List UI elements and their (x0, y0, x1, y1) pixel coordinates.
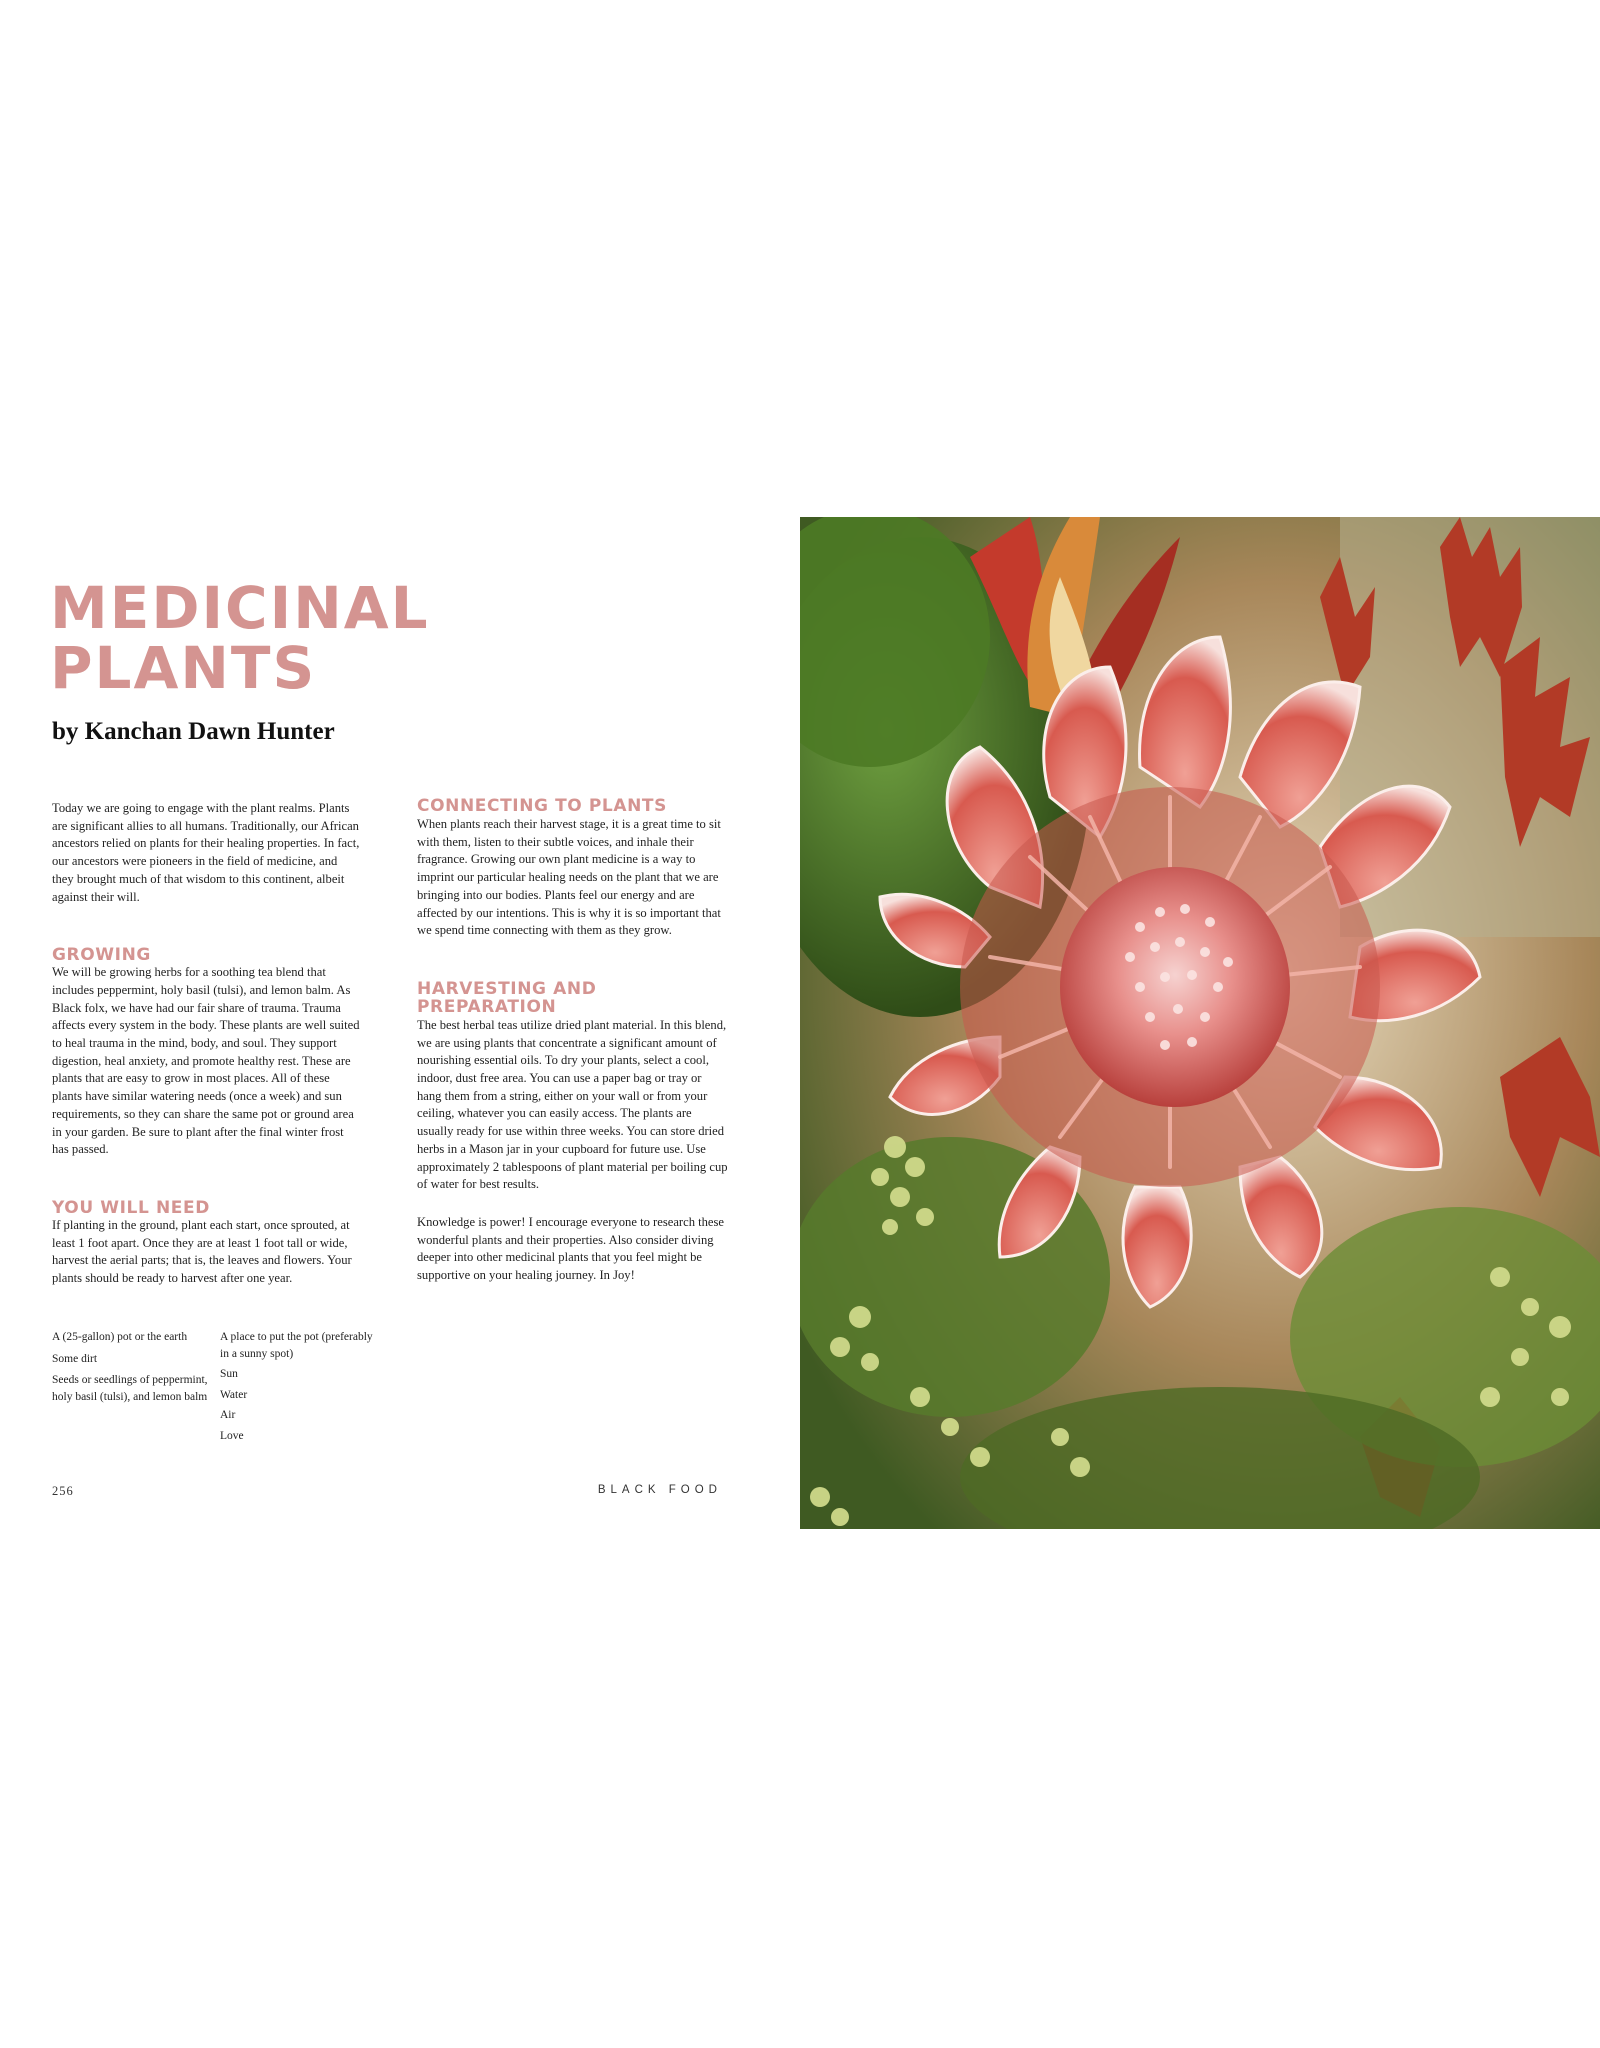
protea-flower-illustration (800, 517, 1600, 1529)
article-title (50, 574, 610, 702)
harvesting-paragraph: The best herbal teas utilize dried plant material. In this blend, we are using plants that concentrate a significant amount of nourishing essential oils. To dry your plants, select a cool, indoor, dust free area. You can use a paper bag or tray or hang them from a string, either on your wall or from your ceiling, whatever you can easily access. The plants are usually ready for use within three weeks. You can store dried herbs in a Mason jar in your cupboard for future use. Use approximately 2 tablespoons of plant material per boiling cup of water for best results. (417, 1017, 728, 1192)
list-item: A place to put the pot (preferably in a sunny spot) (220, 1331, 373, 1360)
supplies-list-col-2 (220, 1329, 380, 1448)
you-will-need-paragraph: If planting in the ground, plant each start, once sprouted, at least 1 foot apart. Once they are at least 1 foot tall or wide, harvest the aerial parts; that is, the leaves and flowers. Your plants should be ready to harvest after one year. (52, 1217, 352, 1286)
supplies-list-col-1 (52, 1329, 210, 1448)
left-column (52, 800, 360, 1328)
list-item: Air (220, 1409, 236, 1421)
list-item: Love (220, 1429, 244, 1442)
intro-paragraph: Today we are going to engage with the plant realms. Plants are significant allies to all humans. Traditionally, our African ancestors relied on plants for their healing properties. In fact, our ancestors were pioneers in the field of medicine, and they brought much of that wisdom to this continent, albeit against their will. (52, 801, 360, 904)
list-item: Seeds or seedlings of peppermint, holy basil (tulsi), and lemon balm (52, 1374, 208, 1403)
page-number: 256 (52, 1484, 74, 1498)
harvesting-heading (417, 980, 729, 1016)
title-line-1: MEDICINAL (50, 574, 430, 642)
list-item: A (25-gallon) pot or the earth (52, 1331, 188, 1343)
list-item: Sun (220, 1368, 238, 1380)
harvesting-heading-line-2: PREPARATION (417, 996, 557, 1017)
harvesting-heading-line-1: HARVESTING AND (417, 978, 597, 999)
protea-flower-photo (800, 517, 1600, 1529)
title-line-2: PLANTS (50, 634, 317, 702)
you-will-need-heading: YOU WILL NEED (52, 1197, 210, 1218)
connecting-heading: CONNECTING TO PLANTS (417, 796, 667, 816)
closing-paragraph: Knowledge is power! I encourage everyone to research these wonderful plants and their properties. Also consider diving deeper into other medicinal plants that you feel might be supportive on your healing journey. In Joy! (417, 1214, 725, 1283)
connecting-paragraph: When plants reach their harvest stage, it is a great time to sit with them, listen to their subtle voices, and inhale their fragrance. Growing our own plant medicine is a way to imprint our particular healing needs on the plant that we are bringing into our bodies. Plants feel our energy and are affected by our intentions. This is why it is so important that we spend time connecting with them as they grow. (417, 817, 721, 938)
running-footer-book-title: BLACK FOOD (597, 1484, 722, 1496)
list-item: Some dirt (52, 1352, 98, 1365)
list-item: Water (220, 1388, 248, 1401)
byline: by Kanchan Dawn Hunter (52, 718, 335, 745)
supplies-list (52, 1329, 382, 1448)
right-column (417, 797, 729, 1325)
growing-heading: GROWING (52, 945, 151, 966)
growing-paragraph: We will be growing herbs for a soothing tea blend that includes peppermint, holy basil (tulsi), and lemon balm. As Black folx, we have had our fair share of trauma. Trauma affects every system in the body. These plants are well suited to heal trauma in the mind, body, and soul. They support digestion, heal anxiety, and promote healthy rest. These are plants that are easy to grow in most places. All of these plants have similar watering needs (once a week) and sun requirements, so they can share the same pot or ground area in your garden. Be sure to plant after the final winter frost has passed. (52, 965, 360, 1157)
